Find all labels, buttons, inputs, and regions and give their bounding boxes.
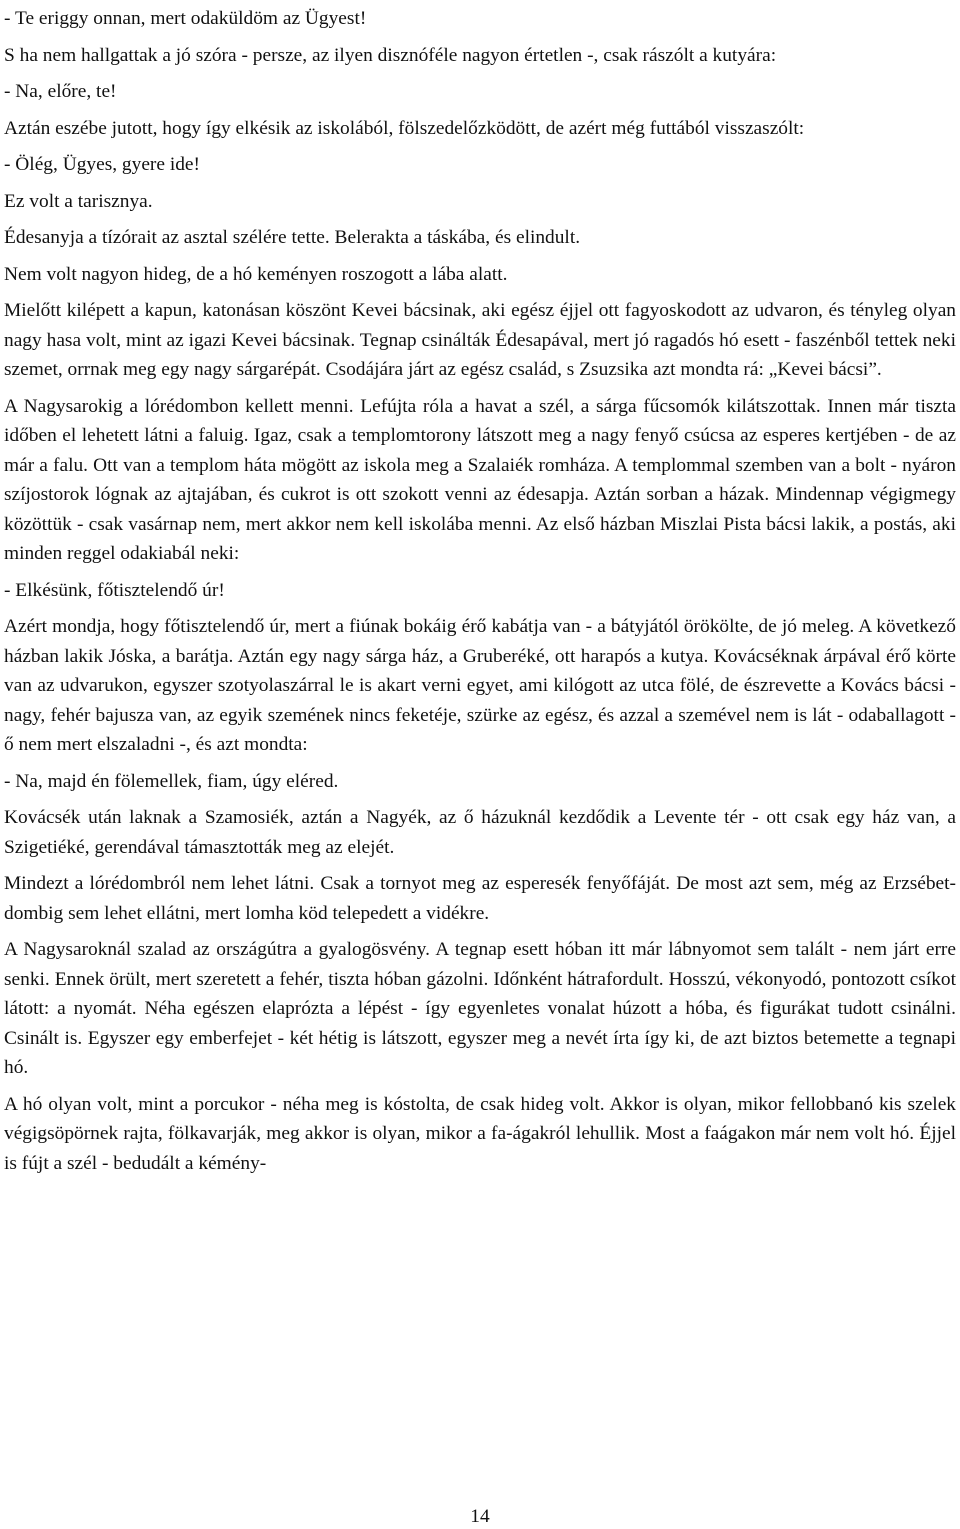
paragraph: Nem volt nagyon hideg, de a hó keményen roszogott a lába alatt. bbox=[4, 263, 508, 285]
paragraph: A Nagysarokig a lórédombon kellett menni. Lefújta róla a havat a szél, a sárga fűcsomók kilátszottak. Innen már tiszta időben el lehetett látni a faluig. Igaz, csak a templomtorony látszott meg a nagy fenyő csúcsa az esperes kertjében - de az már a falu. Ott van a templom háta mögött az iskola meg a Szalaiék romháza. A templommal szemben van a bolt - nyáron szíjostorok lógnak az ajtajában, és cukrot is ott szokott venni az édesapja. Aztán sorban a házak. Mindennap végigmegy közöttük - csak vasárnap nem, mert akkor nem kell iskolába menni. Az első házban Miszlai Pista bácsi lakik, a postás, aki minden reggel odakiabál neki: bbox=[4, 395, 956, 564]
paragraph: Mielőtt kilépett a kapun, katonásan köszönt Kevei bácsinak, aki egész éjjel ott fagyoskodott az udvaron, és tényleg olyan nagy hasa volt, mint az igazi Kevei bácsinak. Tegnap csinálták Édesapával, mert jó ragadós hó esett - faszénből tettek neki szemet, orrnak meg egy nagy sárgarépát. Csodájára járt az egész család, s Zsuzsika azt mondta rá: „Kevei bácsi”. bbox=[4, 300, 956, 380]
paragraph: Aztán eszébe jutott, hogy így elkésik az iskolából, fölszedelőzködött, de azért még futtából visszaszólt: bbox=[4, 117, 805, 139]
paragraph: A Nagysaroknál szalad az országútra a gyalogösvény. A tegnap esett hóban itt már lábnyomot sem talált - nem járt erre senki. Ennek örült, mert szeretett a fehér, tiszta hóban gázolni. Időnként hátrafordult. Hosszú, vékonyodó, pontozott csíkot látott: a nyomát. Néha egészen elaprózta a lépést - így egyenletes vonalat húzott a hóba, és figurákat tudott csinálni. Csinált is. Egyszer egy emberfejet - két hétig is látszott, egyszer meg a nevét írta így ki, de azt biztos betemette a tegnapi hó. bbox=[4, 939, 956, 1078]
paragraph: Édesanyja a tízórait az asztal szélére tette. Belerakta a táskába, és elindult. bbox=[4, 227, 581, 248]
paragraph: - Te eriggy onnan, mert odaküldöm az Ügyest! bbox=[4, 8, 367, 29]
page-number: 14 bbox=[470, 1506, 490, 1527]
text-body bbox=[4, 4, 956, 1178]
paragraph: - Na, majd én fölemellek, fiam, úgy eléred. bbox=[4, 770, 339, 792]
paragraph: Kovácsék után laknak a Szamosiék, aztán a Nagyék, az ő házuknál kezdődik a Levente tér - ott csak egy ház van, a Szigetiéké, gerendával támasztották meg az elejét. bbox=[4, 807, 956, 858]
paragraph: - Ölég, Ügyes, gyere ide! bbox=[4, 154, 200, 175]
paragraph: S ha nem hallgattak a jó szóra - persze, az ilyen disznóféle nagyon értetlen -, csak rászólt a kutyára: bbox=[4, 44, 777, 66]
paragraph: Azért mondja, hogy főtisztelendő úr, mert a fiúnak bokáig érő kabátja van - a bátyjától örökölte, de jó meleg. A következő házban lakik Jóska, a barátja. Aztán egy nagy sárga ház, a Gruberéké, ott harapós a kutya. Kovácséknak árpával érő körte van az udvarukon, egyszer szotyolaszárral le is akart verni egyet, ami kilógott az utca fölé, de észrevette a Kovács bácsi - nagy, fehér bajusza van, az egyik szemének nincs feketéje, szürke az egész, és azzal a szemével nem is lát - odaballagott - ő nem mert elszaladni -, és azt mondta: bbox=[4, 616, 956, 755]
paragraph: A hó olyan volt, mint a porcukor - néha meg is kóstolta, de csak hideg volt. Akkor is olyan, mikor fellobbanó kis szelek végigsöpörnek rajta, fölkavarják, meg akkor is olyan, mikor a fa-ágakról lehullik. Most a faágakon már nem volt hó. Éjjel is fújt a szél - bedudált a kémény- bbox=[4, 1093, 956, 1174]
paragraph: - Elkésünk, főtisztelendő úr! bbox=[4, 579, 225, 601]
paragraph: Mindezt a lórédombról nem lehet látni. Csak a tornyot meg az esperesék fenyőfáját. De most azt sem, még az Erzsébet-dombig sem lehet ellátni, mert lomha köd telepedett a vidékre. bbox=[4, 873, 956, 924]
paragraph: - Na, előre, te! bbox=[4, 81, 117, 102]
paragraph: Ez volt a tarisznya. bbox=[4, 190, 153, 212]
